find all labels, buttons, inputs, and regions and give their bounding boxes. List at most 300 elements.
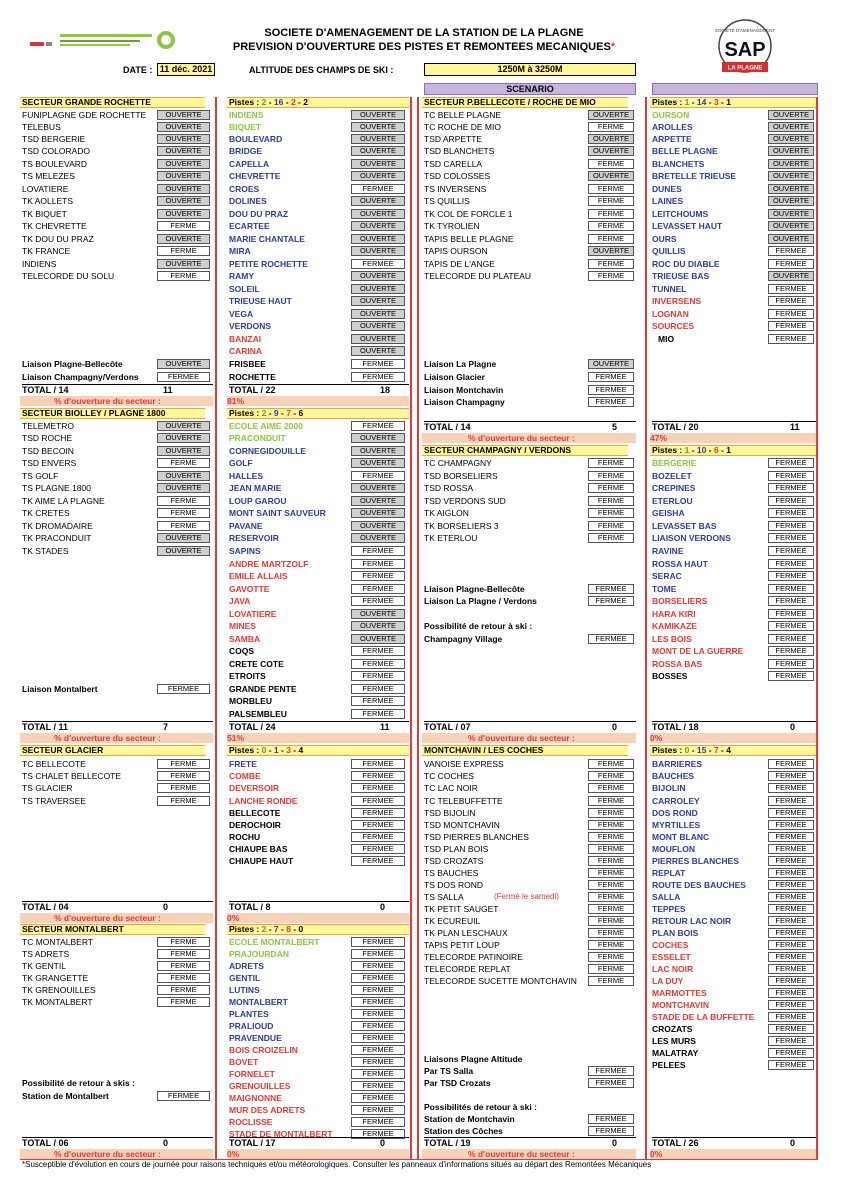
sector-header — [422, 97, 628, 108]
item-name: ROCLISSE — [229, 1117, 273, 1127]
item-name: TELECORDE DU PLATEAU — [424, 271, 532, 281]
pistes-count: - — [266, 924, 274, 934]
item-name: INDIENS — [22, 259, 57, 269]
list-item — [652, 867, 816, 879]
status-badge: FERMEE — [351, 808, 405, 818]
status-badge: FERMEE — [588, 1126, 634, 1136]
pistes-count: 15 — [696, 745, 707, 755]
total-label: TOTAL / 19 — [424, 1138, 471, 1148]
list-item — [652, 1035, 816, 1047]
list-item — [229, 470, 409, 482]
list-item — [229, 208, 409, 220]
list-item — [229, 972, 409, 984]
status-badge: FERMEE — [157, 1091, 210, 1101]
status-badge: OUVERTE — [351, 134, 405, 144]
list-item — [652, 831, 816, 843]
item-name: TRIEUSE BAS — [652, 271, 710, 281]
item-name: TS CHALET BELLECOTE — [22, 771, 122, 781]
status-badge: OUVERTE — [351, 433, 405, 443]
list-item — [424, 470, 636, 482]
list-item — [652, 195, 816, 207]
list-item — [424, 1077, 636, 1089]
item-name: ROSSA BAS — [652, 659, 703, 669]
list-item — [22, 1077, 213, 1089]
item-name: FRISBEE — [229, 359, 266, 369]
item-name: Possibilité de retour à skis : — [22, 1078, 135, 1088]
item-name: COQS — [229, 646, 255, 656]
status-badge: OUVERTE — [157, 433, 210, 443]
list-item — [652, 903, 816, 915]
status-badge: OUVERTE — [768, 209, 814, 219]
status-badge: OUVERTE — [351, 446, 405, 456]
list-item — [652, 819, 816, 831]
list-item — [229, 807, 409, 819]
item-name: LEITCHOUMS — [652, 209, 709, 219]
status-badge: OUVERTE — [768, 146, 814, 156]
list-item — [229, 345, 409, 357]
item-name: FORNELET — [229, 1069, 275, 1079]
status-badge: OUVERTE — [768, 196, 814, 206]
item-name: ECARTEE — [229, 221, 270, 231]
status-badge: FERMEE — [588, 1066, 634, 1076]
list-item — [22, 133, 213, 145]
item-name: SALLA — [652, 892, 681, 902]
status-badge: OUVERTE — [157, 359, 210, 369]
sector-name: SECTEUR GRANDE ROCHETTE — [22, 97, 151, 107]
altitude-value: 1250M à 3250M — [424, 63, 636, 76]
item-name: TS GLACIER — [22, 783, 73, 793]
status-badge: FERMEE — [588, 634, 634, 644]
list-item — [229, 183, 409, 195]
sector-header — [422, 445, 628, 456]
list-item — [424, 520, 636, 532]
status-badge: FERME — [157, 521, 210, 531]
list-item — [229, 220, 409, 232]
status-badge: FERME — [157, 783, 210, 793]
item-name: TK DOU DU PRAZ — [22, 234, 94, 244]
item-name: TK BORSELIERS 3 — [424, 521, 499, 531]
sector-name: SECTEUR MONTALBERT — [22, 924, 124, 934]
status-badge: FERMEE — [351, 596, 405, 606]
list-item — [652, 782, 816, 794]
status-badge: FERMEE — [351, 1057, 405, 1067]
total-row — [652, 721, 816, 733]
item-name: TK TYROLIEN — [424, 221, 480, 231]
item-name: Liaison Champagny/Verdons — [22, 372, 139, 382]
list-item — [22, 984, 213, 996]
list-item — [22, 936, 213, 948]
item-name: TS BAUCHES — [424, 868, 479, 878]
item-name: TS ADRETS — [22, 949, 70, 959]
status-badge: OUVERTE — [351, 533, 405, 543]
status-badge: FERMEE — [768, 646, 814, 656]
pistes-count: Pistes : — [229, 97, 262, 107]
item-name: GRANDE PENTE — [229, 684, 297, 694]
status-badge: OUVERTE — [588, 134, 634, 144]
item-name: Station de Montalbert — [22, 1091, 109, 1101]
list-item — [424, 770, 636, 782]
list-item — [22, 948, 213, 960]
status-badge: FERMEE — [351, 471, 405, 481]
status-badge: FERMEE — [768, 296, 814, 306]
svg-text:LA PLAGNE: LA PLAGNE — [727, 65, 763, 72]
status-badge: FERMEE — [768, 916, 814, 926]
status-badge: FERMEE — [351, 696, 405, 706]
list-item — [424, 371, 636, 383]
status-badge: FERME — [157, 458, 210, 468]
list-item — [229, 258, 409, 270]
item-name: GRENOUILLES — [229, 1081, 291, 1091]
status-badge: FERME — [588, 928, 634, 938]
status-badge: FERMEE — [768, 820, 814, 830]
total-row — [229, 384, 409, 396]
item-name: MARIE CHANTALE — [229, 234, 305, 244]
list-item — [229, 482, 409, 494]
list-item — [652, 245, 816, 257]
list-item — [22, 545, 213, 557]
status-badge: OUVERTE — [768, 171, 814, 181]
list-item — [652, 170, 816, 182]
list-item — [229, 670, 409, 682]
list-item — [652, 333, 816, 345]
list-item — [424, 831, 636, 843]
status-badge: FERMEE — [768, 471, 814, 481]
list-item — [229, 358, 409, 370]
item-name: TSD BLANCHETS — [424, 146, 495, 156]
list-item — [229, 1068, 409, 1080]
status-badge: FERMEE — [351, 856, 405, 866]
list-item — [424, 867, 636, 879]
list-item — [229, 1104, 409, 1116]
pistes-count: 1 — [726, 97, 731, 107]
item-name: PETITE ROCHETTE — [229, 259, 308, 269]
list-item — [229, 1008, 409, 1020]
item-name: Par TSD Crozats — [424, 1078, 491, 1088]
status-badge: FERME — [588, 796, 634, 806]
list-item — [652, 843, 816, 855]
item-name: BORSELIERS — [652, 596, 708, 606]
list-item — [22, 121, 213, 133]
item-name: ROSSA HAUT — [652, 559, 708, 569]
status-badge: OUVERTE — [351, 171, 405, 181]
sector-name: SECTEUR BIOLLEY / PLAGNE 1800 — [22, 408, 166, 418]
status-badge: FERMEE — [351, 820, 405, 830]
list-item — [22, 170, 213, 182]
status-badge: OUVERTE — [157, 184, 210, 194]
sector-header — [650, 745, 816, 756]
sector-header — [650, 97, 816, 108]
list-item — [652, 532, 816, 544]
footer-note: *Susceptible d'évolution en cours de journée pour raisons techniques et/ou météorologiques. Consulter les panneaux d'informations situés au départ des Remontées Mécaniques — [22, 1160, 652, 1169]
open-percentage: 51% — [227, 733, 409, 743]
list-item — [229, 295, 409, 307]
pistes-count: 2 — [261, 97, 267, 107]
item-name: INVERSENS — [652, 296, 702, 306]
list-item — [652, 283, 816, 295]
list-item — [229, 371, 409, 383]
list-item — [229, 233, 409, 245]
total-label: TOTAL / 24 — [229, 722, 276, 732]
total-label: TOTAL / 18 — [652, 722, 699, 732]
total-value: 5 — [612, 422, 618, 432]
item-name: TK STADES — [22, 546, 69, 556]
pistes-count: - — [278, 408, 287, 418]
status-badge: OUVERTE — [157, 446, 210, 456]
list-item — [652, 570, 816, 582]
pistes-count: 1 — [273, 745, 279, 755]
list-item — [229, 831, 409, 843]
total-label: TOTAL / 8 — [229, 902, 271, 912]
status-badge: FERMEE — [157, 684, 210, 694]
status-badge: FERMEE — [768, 1060, 814, 1070]
pistes-count: 9 — [273, 408, 279, 418]
total-row — [229, 1137, 409, 1149]
status-badge: FERMEE — [351, 671, 405, 681]
item-name: MARMOTTES — [652, 988, 707, 998]
list-item — [652, 482, 816, 494]
status-badge: OUVERTE — [351, 309, 405, 319]
status-badge: FERMEE — [768, 1000, 814, 1010]
status-badge: FERMEE — [351, 584, 405, 594]
item-name: TK MONTALBERT — [22, 997, 93, 1007]
item-name: SOLEIL — [229, 284, 260, 294]
scenario-header-right — [652, 83, 818, 95]
status-badge: OUVERTE — [351, 159, 405, 169]
pistes-count: 1 — [726, 445, 731, 455]
list-item — [424, 879, 636, 891]
total-row — [424, 421, 636, 433]
list-item — [652, 620, 816, 632]
total-row — [652, 421, 816, 433]
item-name: VANOISE EXPRESS — [424, 759, 504, 769]
item-name: BAUCHES — [652, 771, 695, 781]
list-item — [424, 245, 636, 257]
status-badge: OUVERTE — [157, 533, 210, 543]
item-name: Station des Côches — [424, 1126, 503, 1136]
status-badge: FERMEE — [768, 844, 814, 854]
item-name: TSD COLORADO — [22, 146, 91, 156]
status-badge: FERMEE — [768, 533, 814, 543]
status-badge: FERME — [588, 916, 634, 926]
list-item — [22, 195, 213, 207]
open-percentage: % d'ouverture du secteur : — [20, 913, 213, 923]
total-value: 0 — [380, 902, 386, 912]
item-name: SOURCES — [652, 321, 695, 331]
item-name: QUILLIS — [652, 246, 686, 256]
status-badge: OUVERTE — [768, 184, 814, 194]
list-item — [229, 608, 409, 620]
list-item — [424, 795, 636, 807]
list-item — [229, 1116, 409, 1128]
status-badge: OUVERTE — [351, 634, 405, 644]
pistes-count: 16 — [273, 97, 284, 107]
page-title: SOCIETE D'AMENAGEMENT DE LA STATION DE LA PLAGNE — [264, 27, 584, 39]
list-item — [229, 1080, 409, 1092]
status-badge: OUVERTE — [157, 110, 210, 120]
status-badge: FERME — [588, 832, 634, 842]
pistes-count: 1 — [684, 97, 690, 107]
divider — [215, 97, 217, 1160]
item-name: RAMY — [229, 271, 255, 281]
status-badge: FERMEE — [351, 796, 405, 806]
status-badge: FERMEE — [768, 904, 814, 914]
status-badge: FERME — [157, 221, 210, 231]
list-item — [229, 996, 409, 1008]
list-item — [22, 109, 213, 121]
item-name: KAMIKAZE — [652, 621, 697, 631]
status-badge: FERMEE — [768, 832, 814, 842]
item-name: RETOUR LAC NOIR — [652, 916, 732, 926]
item-name: TOME — [652, 584, 677, 594]
status-badge: FERMEE — [768, 259, 814, 269]
status-badge: FERME — [588, 271, 634, 281]
item-name: TSD BERGERIE — [22, 134, 86, 144]
list-item — [424, 145, 636, 157]
status-badge: FERMEE — [768, 952, 814, 962]
status-badge: FERME — [157, 759, 210, 769]
item-name: MOUFLON — [652, 844, 695, 854]
status-badge: OUVERTE — [588, 110, 634, 120]
item-name: EMILE ALLAIS — [229, 571, 288, 581]
sector-header — [422, 745, 628, 756]
item-name: TELEMETRO — [22, 421, 74, 431]
pistes-count: - — [689, 97, 697, 107]
list-item — [652, 270, 816, 282]
sector-header — [20, 745, 205, 756]
list-item — [424, 507, 636, 519]
item-name: BARRIERES — [652, 759, 703, 769]
item-name: TK CRETES — [22, 508, 70, 518]
list-item — [22, 270, 213, 282]
status-badge: FERMEE — [768, 609, 814, 619]
list-item — [424, 915, 636, 927]
list-item — [652, 133, 816, 145]
list-item — [424, 109, 636, 121]
status-badge: FERMEE — [768, 783, 814, 793]
status-badge: FERMEE — [768, 521, 814, 531]
item-name: TSD BECOIN — [22, 446, 74, 456]
item-name: DEROCHOIR — [229, 820, 281, 830]
status-badge: FERMEE — [351, 372, 405, 382]
item-name: TK FRANCE — [22, 246, 71, 256]
list-item — [424, 1101, 636, 1113]
item-name: TSD BIJOLIN — [424, 808, 476, 818]
status-badge: OUVERTE — [351, 496, 405, 506]
status-badge: FERMEE — [351, 844, 405, 854]
pistes-count: 2 — [303, 97, 308, 107]
list-item — [229, 770, 409, 782]
divider — [410, 97, 412, 1160]
pistes-count: - — [718, 745, 727, 755]
list-item — [229, 133, 409, 145]
list-item — [652, 208, 816, 220]
list-item — [652, 583, 816, 595]
pistes-count: 6 — [298, 408, 304, 418]
item-name: TSD ARPETTE — [424, 134, 483, 144]
list-item — [229, 843, 409, 855]
pistes-count: - — [290, 408, 299, 418]
list-item — [22, 972, 213, 984]
list-item — [229, 308, 409, 320]
item-name: Liaison Champagny — [424, 397, 505, 407]
status-badge: FERMEE — [351, 184, 405, 194]
list-item — [652, 1011, 816, 1023]
status-badge: FERME — [588, 471, 634, 481]
list-item — [424, 183, 636, 195]
item-name: HALLES — [229, 471, 263, 481]
status-badge: OUVERTE — [351, 146, 405, 156]
item-name: LANCHE RONDE — [229, 796, 298, 806]
status-badge: OUVERTE — [351, 334, 405, 344]
item-name: TSD CROZATS — [424, 856, 484, 866]
item-name: PRAVENDUE — [229, 1033, 282, 1043]
list-item — [229, 795, 409, 807]
list-item — [424, 595, 636, 607]
sector-header — [20, 408, 205, 419]
status-badge: FERMEE — [351, 1021, 405, 1031]
list-item — [652, 109, 816, 121]
status-badge: FERMEE — [351, 985, 405, 995]
status-badge: FERMEE — [157, 372, 210, 382]
list-item — [652, 158, 816, 170]
status-badge: FERME — [588, 868, 634, 878]
status-badge: FERME — [588, 508, 634, 518]
status-badge: OUVERTE — [351, 209, 405, 219]
pistes-count: - — [689, 445, 697, 455]
list-item — [652, 495, 816, 507]
list-item — [229, 333, 409, 345]
list-item — [652, 975, 816, 987]
list-item — [22, 960, 213, 972]
svg-text:SOCIÉTÉ D'AMÉNAGEMENT: SOCIÉTÉ D'AMÉNAGEMENT — [714, 28, 776, 33]
item-name: TC MONTALBERT — [22, 937, 93, 947]
item-name: TS BOULEVARD — [22, 159, 88, 169]
item-name: Liaison La Plagne / Verdons — [424, 596, 537, 606]
item-name: BIJOLIN — [652, 783, 686, 793]
list-item — [652, 220, 816, 232]
item-name: LA DUY — [652, 976, 684, 986]
list-item — [424, 396, 636, 408]
list-item — [22, 507, 213, 519]
list-item — [229, 583, 409, 595]
status-badge: FERMEE — [351, 961, 405, 971]
status-badge: FERMEE — [768, 759, 814, 769]
item-name: TSD ENVERS — [22, 458, 77, 468]
list-item — [424, 891, 636, 903]
item-name: STADE DE LA BUFFETTE — [652, 1012, 755, 1022]
list-item — [652, 670, 816, 682]
total-label: TOTAL / 06 — [22, 1138, 69, 1148]
status-badge: FERMEE — [768, 1012, 814, 1022]
item-name: CREPINES — [652, 483, 696, 493]
item-name: BRIDGE — [229, 146, 263, 156]
status-badge: FERMEE — [768, 1036, 814, 1046]
pistes-count: 7 — [286, 408, 291, 418]
item-name: RAVINE — [652, 546, 684, 556]
total-row — [229, 721, 409, 733]
status-badge: FERMEE — [768, 596, 814, 606]
item-name: TC ROCHE DE MIO — [424, 122, 501, 132]
status-badge: FERME — [588, 880, 634, 890]
item-name: CARINA — [229, 346, 263, 356]
status-badge: FERME — [588, 976, 634, 986]
status-badge: OUVERTE — [351, 271, 405, 281]
status-badge: FERMEE — [351, 759, 405, 769]
status-badge: FERME — [157, 796, 210, 806]
pistes-count: - — [290, 745, 299, 755]
list-item — [652, 1059, 816, 1071]
sector-header — [650, 445, 816, 456]
